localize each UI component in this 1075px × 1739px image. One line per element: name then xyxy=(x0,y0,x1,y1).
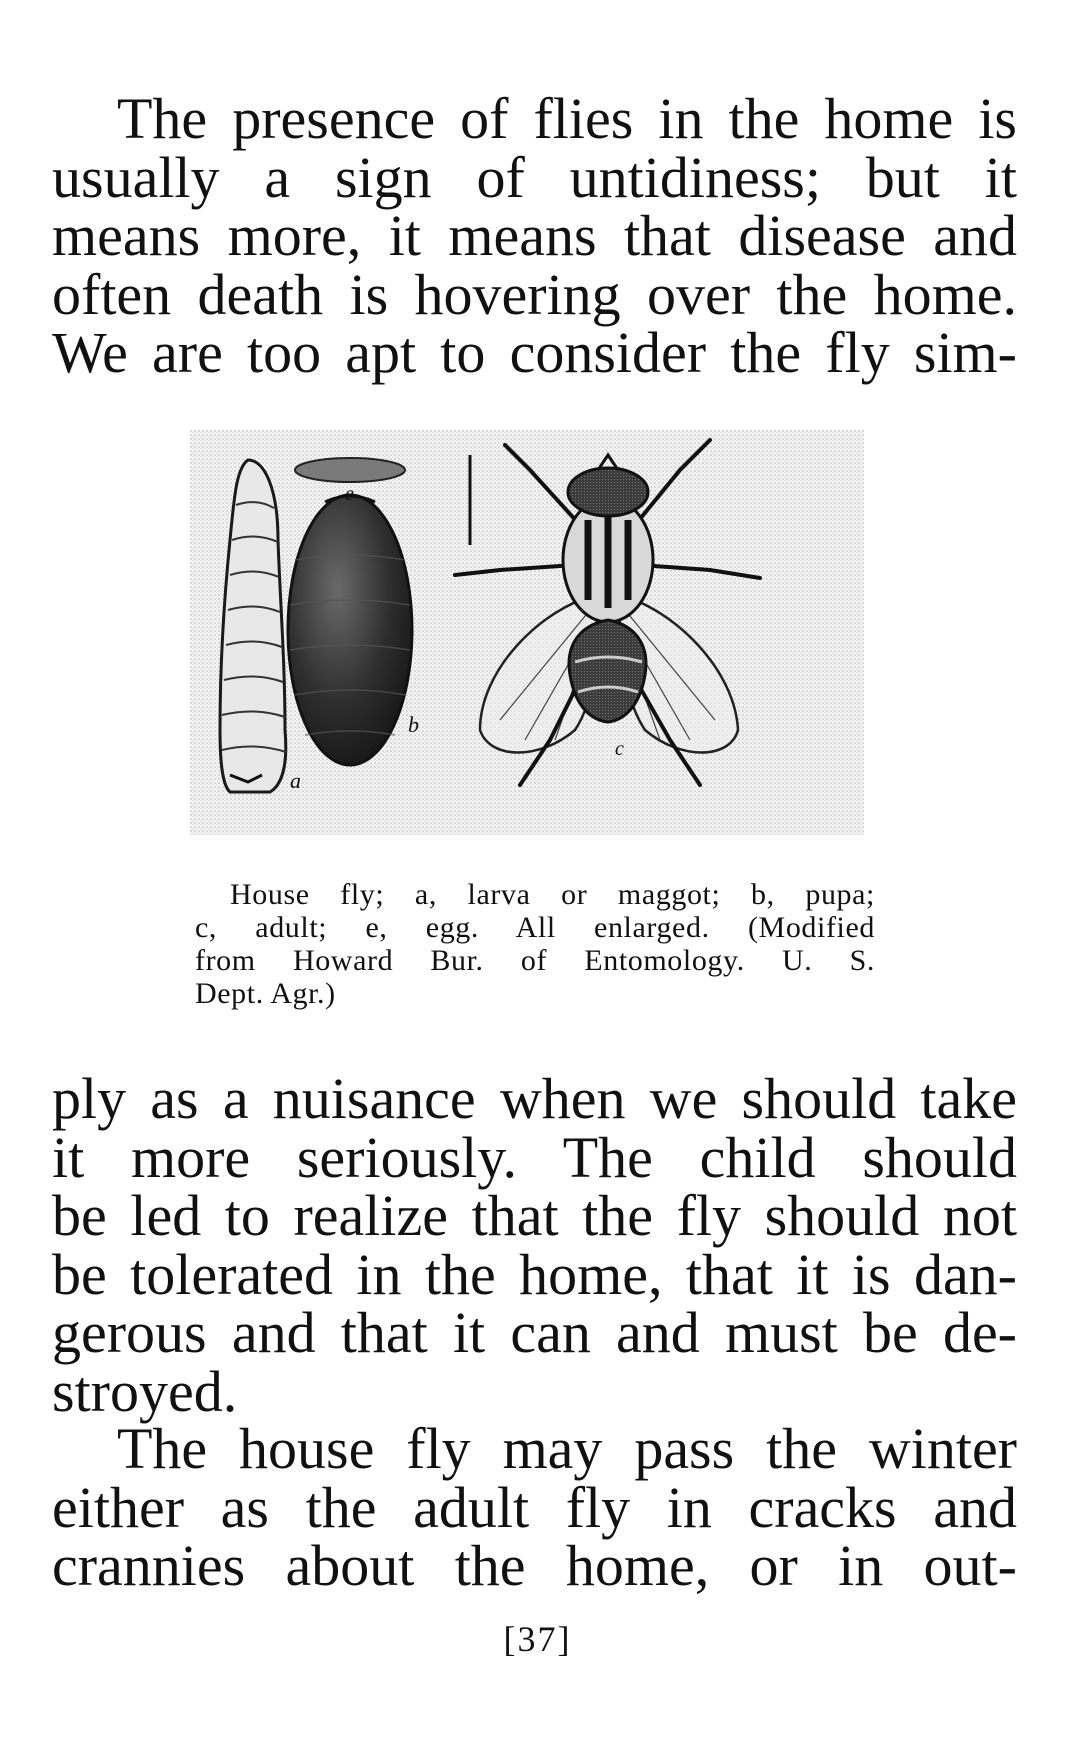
caption-line: Dept. Agr.) xyxy=(195,977,336,1010)
text-line: stroyed. xyxy=(52,1358,238,1424)
paragraph-3 xyxy=(52,1416,1017,1598)
house-fly-illustration xyxy=(190,430,864,835)
text-line: gerous and that it can and must be de- xyxy=(52,1300,1017,1365)
label-c: c xyxy=(615,738,624,760)
paragraph-2 xyxy=(52,1066,1017,1424)
label-e: e xyxy=(345,483,354,505)
egg-drawing xyxy=(295,458,405,482)
text-line: it more seriously. The child should xyxy=(52,1124,1017,1190)
text-line: usually a sign of untidiness; but it xyxy=(52,144,1017,210)
text-line: be led to realize that the fly should not xyxy=(52,1183,1017,1248)
text-line: be tolerated in the home, that it is dan- xyxy=(52,1241,1017,1307)
text-line: often death is hovering over the home. xyxy=(52,261,1017,327)
caption-line: c, adult; e, egg. All enlarged. (Modified xyxy=(195,911,875,944)
text-line: We are too apt to consider the fly sim- xyxy=(52,320,1017,385)
page-number: [37] xyxy=(503,1619,572,1659)
text-line: means more, it means that disease and xyxy=(52,203,1017,268)
text-line: crannies about the home, or in out- xyxy=(52,1533,1017,1598)
caption-line: from Howard Bur. of Entomology. U. S. xyxy=(195,944,875,977)
paragraph-1 xyxy=(52,86,1017,385)
label-b: b xyxy=(408,712,419,737)
text-line: The house fly may pass the winter xyxy=(117,1416,1017,1481)
label-a: a xyxy=(290,768,301,793)
pupa-drawing xyxy=(288,495,412,765)
text-line: ply as a nuisance when we should take xyxy=(52,1066,1017,1131)
text-line: either as the adult fly in cracks and xyxy=(52,1474,1017,1540)
text-line: The presence of flies in the home is xyxy=(117,86,1017,151)
caption-line: House fly; a, larva or maggot; b, pupa; xyxy=(230,878,875,911)
figure-caption xyxy=(195,878,875,1010)
